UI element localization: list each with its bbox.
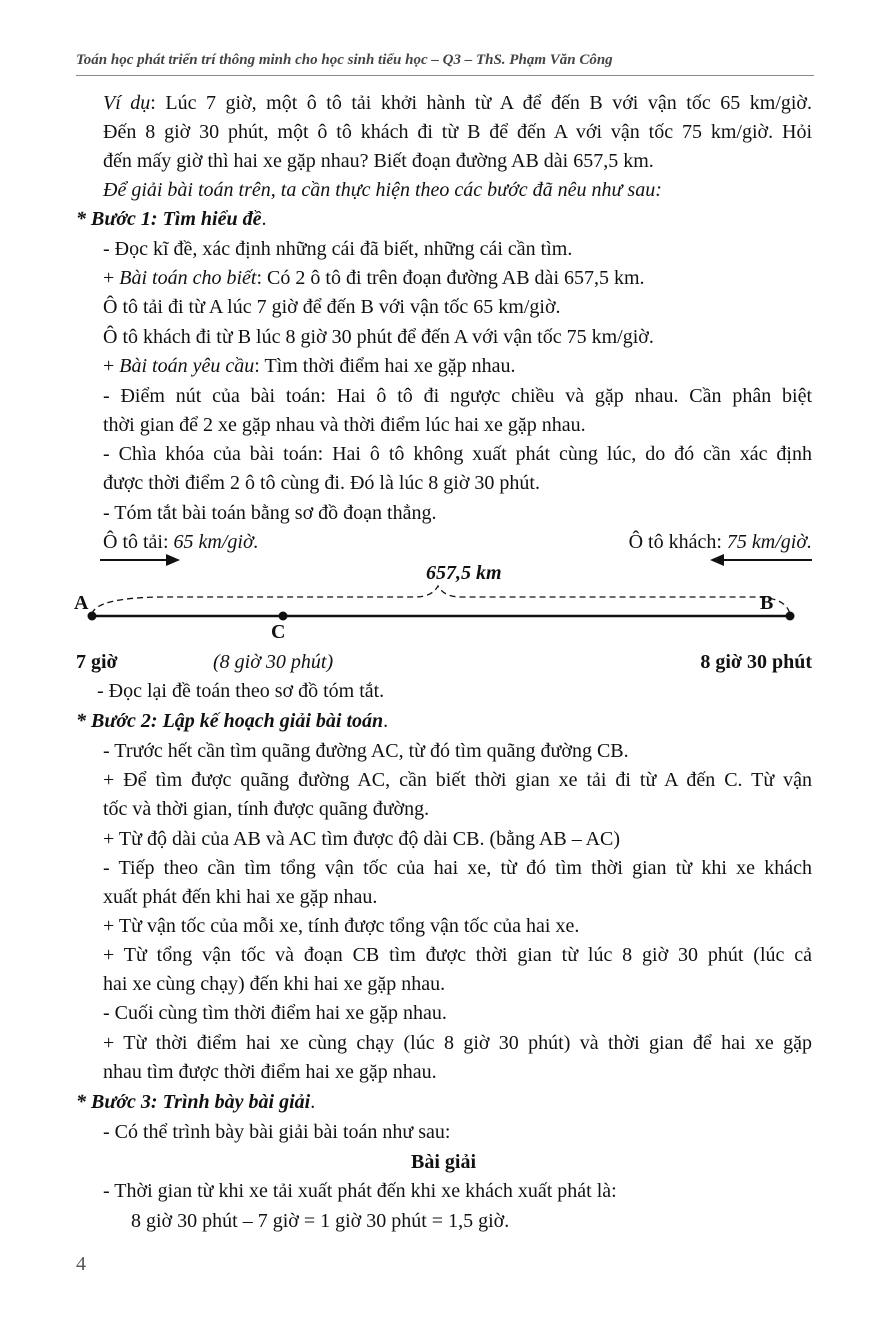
step1-requirement: + Bài toán yêu cầu: Tìm thời điểm hai xe gặp nhau.	[103, 355, 516, 377]
page-number: 4	[76, 1253, 86, 1275]
step2-line-7: - Cuối cùng tìm thời điểm hai xe gặp nhau.	[103, 1002, 447, 1024]
step2-line-4a: - Tiếp theo cần tìm tổng vận tốc của hai xe, từ đó tìm thời gian từ khi xe khách	[103, 857, 812, 879]
step3-line-2: - Thời gian từ khi xe tải xuất phát đến khi xe khách xuất phát là:	[103, 1180, 617, 1202]
step2-title: * Bước 2: Lập kế hoạch giải bài toán.	[76, 710, 389, 732]
step2-line-1: - Trước hết cần tìm quãng đường AC, từ đó tìm quãng đường CB.	[103, 740, 629, 762]
bus-direction-arrow-icon	[710, 554, 812, 566]
solution-title: Bài giải	[410, 1151, 476, 1173]
distance-brace	[92, 586, 790, 614]
step2-line-6b: hai xe cùng chạy) đến khi hai xe gặp nhau.	[103, 973, 446, 995]
point-a-dot	[88, 612, 97, 621]
time-a-label: 7 giờ	[76, 651, 118, 673]
step1-key-2: được thời điểm 2 ô tô cùng đi. Đó là lúc 8 giờ 30 phút.	[103, 472, 540, 494]
example-line-2: Đến 8 giờ 30 phút, một ô tô khách đi từ B để đến A với vận tốc 75 km/giờ. Hỏi	[103, 121, 812, 143]
bus-speed-label: Ô tô khách: 75 km/giờ.	[628, 531, 812, 553]
step1-read: - Đọc kĩ đề, xác định những cái đã biết, những cái cần tìm.	[103, 238, 573, 260]
truck-direction-arrow-icon	[100, 554, 180, 566]
point-c-label: C	[271, 621, 286, 643]
step1-truck: Ô tô tải đi từ A lúc 7 giờ để đến B với vận tốc 65 km/giờ.	[103, 296, 561, 318]
page-header: Toán học phát triển trí thông minh cho học sinh tiểu học – Q3 – ThS. Phạm Văn Công	[76, 52, 814, 76]
example-line-3: đến mấy giờ thì hai xe gặp nhau? Biết đoạn đường AB dài 657,5 km.	[103, 150, 654, 172]
step1-reread: - Đọc lại đề toán theo sơ đồ tóm tắt.	[97, 680, 385, 702]
step2-line-4b: xuất phát đến khi hai xe gặp nhau.	[103, 886, 378, 908]
point-a-label: A	[74, 592, 89, 614]
step2-line-5: + Từ vận tốc của mỗi xe, tính được tổng vận tốc của hai xe.	[103, 915, 580, 937]
step1-summary: - Tóm tắt bài toán bằng sơ đồ đoạn thẳng.	[103, 502, 437, 524]
point-b-label: B	[760, 592, 774, 614]
point-b-dot	[786, 612, 795, 621]
step2-line-8b: nhau tìm được thời điểm hai xe gặp nhau.	[103, 1061, 437, 1083]
step2-line-8a: + Từ thời điểm hai xe cùng chạy (lúc 8 giờ 30 phút) và thời gian để hai xe gặp	[103, 1032, 812, 1054]
step3-line-3: 8 giờ 30 phút – 7 giờ = 1 giờ 30 phút = 1,5 giờ.	[131, 1210, 510, 1232]
truck-speed-label: Ô tô tải: 65 km/giờ.	[103, 531, 259, 553]
time-c-label: (8 giờ 30 phút)	[213, 651, 334, 673]
step1-node-1: - Điểm nút của bài toán: Hai ô tô đi ngược chiều và gặp nhau. Cần phân biệt	[103, 385, 812, 407]
step1-given: + Bài toán cho biết: Có 2 ô tô đi trên đoạn đường AB dài 657,5 km.	[103, 267, 645, 289]
example-intro: Để giải bài toán trên, ta cần thực hiện theo các bước đã nêu như sau:	[103, 179, 662, 201]
distance-label: 657,5 km	[426, 562, 502, 584]
step2-line-2a: + Để tìm được quãng đường AC, cần biết thời gian xe tải đi từ A đến C. Từ vận	[103, 769, 812, 791]
step1-bus: Ô tô khách đi từ B lúc 8 giờ 30 phút để đến A với vận tốc 75 km/giờ.	[103, 326, 654, 348]
step1-title: * Bước 1: Tìm hiểu đề.	[76, 208, 267, 230]
step3-line-1: - Có thể trình bày bài giải bài toán như sau:	[103, 1121, 451, 1143]
step2-line-6a: + Từ tổng vận tốc và đoạn CB tìm được thời gian từ lúc 8 giờ 30 phút (lúc cả	[103, 944, 812, 966]
step2-line-2b: tốc và thời gian, tính được quãng đường.	[103, 798, 430, 820]
time-b-label: 8 giờ 30 phút	[700, 651, 812, 673]
step2-line-3: + Từ độ dài của AB và AC tìm được độ dài CB. (bằng AB – AC)	[103, 828, 621, 850]
step3-title: * Bước 3: Trình bày bài giải.	[76, 1091, 316, 1113]
example-line-1: Ví dụ: Lúc 7 giờ, một ô tô tải khởi hành từ A để đến B với vận tốc 65 km/giờ.	[103, 92, 812, 114]
step1-key-1: - Chìa khóa của bài toán: Hai ô tô không xuất phát cùng lúc, do đó cần xác định	[103, 443, 812, 465]
example-label: Ví dụ	[103, 92, 151, 114]
step1-node-2: thời gian để 2 xe gặp nhau và thời điểm lúc hai xe gặp nhau.	[103, 414, 586, 436]
